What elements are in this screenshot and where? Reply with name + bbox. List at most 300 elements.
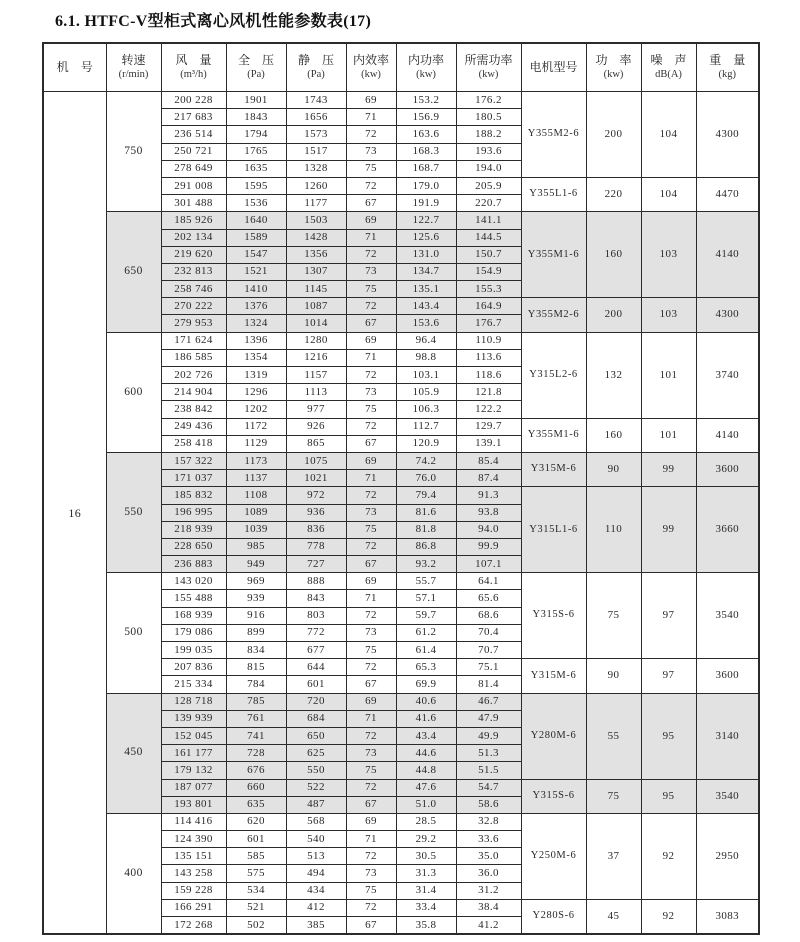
data-cell: 150.7 bbox=[456, 246, 521, 263]
column-header-5: 内效率 (kw) bbox=[346, 43, 396, 92]
data-cell: 87.4 bbox=[456, 470, 521, 487]
data-cell: 166 291 bbox=[161, 899, 226, 916]
data-cell: 180.5 bbox=[456, 109, 521, 126]
data-cell: 134.7 bbox=[396, 263, 456, 280]
data-cell: 69.9 bbox=[396, 676, 456, 693]
data-cell: 35.0 bbox=[456, 848, 521, 865]
motor-power-cell: 90 bbox=[586, 452, 641, 486]
data-cell: 29.2 bbox=[396, 831, 456, 848]
column-header-3: 全 压 (Pa) bbox=[226, 43, 286, 92]
data-cell: 31.4 bbox=[396, 882, 456, 899]
data-cell: 270 222 bbox=[161, 298, 226, 315]
data-cell: 1307 bbox=[286, 263, 346, 280]
data-cell: 57.1 bbox=[396, 590, 456, 607]
data-cell: 69 bbox=[346, 212, 396, 229]
data-cell: 75 bbox=[346, 160, 396, 177]
data-cell: 157 322 bbox=[161, 452, 226, 469]
motor-power-cell: 160 bbox=[586, 212, 641, 298]
data-cell: 568 bbox=[286, 813, 346, 830]
data-cell: 279 953 bbox=[161, 315, 226, 332]
data-cell: 969 bbox=[226, 573, 286, 590]
data-cell: 185 926 bbox=[161, 212, 226, 229]
data-cell: 72 bbox=[346, 246, 396, 263]
column-header-2: 风 量 (m³/h) bbox=[161, 43, 226, 92]
motor-power-cell: 160 bbox=[586, 418, 641, 452]
weight-cell: 4300 bbox=[696, 298, 759, 332]
data-cell: 72 bbox=[346, 177, 396, 194]
data-cell: 73 bbox=[346, 143, 396, 160]
data-cell: 70.7 bbox=[456, 642, 521, 659]
motor-model-cell: Y355L1-6 bbox=[521, 177, 586, 211]
speed-cell: 550 bbox=[106, 452, 161, 572]
data-cell: 125.6 bbox=[396, 229, 456, 246]
data-cell: 73 bbox=[346, 865, 396, 882]
data-cell: 1743 bbox=[286, 92, 346, 109]
data-cell: 69 bbox=[346, 452, 396, 469]
data-cell: 152 045 bbox=[161, 727, 226, 744]
column-header-1: 转速 (r/min) bbox=[106, 43, 161, 92]
data-cell: 168.3 bbox=[396, 143, 456, 160]
data-cell: 202 726 bbox=[161, 367, 226, 384]
data-cell: 236 883 bbox=[161, 556, 226, 573]
data-cell: 1319 bbox=[226, 367, 286, 384]
data-cell: 143.4 bbox=[396, 298, 456, 315]
motor-model-cell: Y355M1-6 bbox=[521, 418, 586, 452]
data-cell: 72 bbox=[346, 727, 396, 744]
data-cell: 650 bbox=[286, 727, 346, 744]
motor-power-cell: 75 bbox=[586, 779, 641, 813]
data-cell: 44.6 bbox=[396, 745, 456, 762]
data-cell: 575 bbox=[226, 865, 286, 882]
data-cell: 803 bbox=[286, 607, 346, 624]
data-cell: 677 bbox=[286, 642, 346, 659]
data-cell: 47.6 bbox=[396, 779, 456, 796]
data-cell: 93.2 bbox=[396, 556, 456, 573]
noise-cell: 92 bbox=[641, 813, 696, 899]
data-cell: 144.5 bbox=[456, 229, 521, 246]
data-cell: 135 151 bbox=[161, 848, 226, 865]
data-cell: 1157 bbox=[286, 367, 346, 384]
data-cell: 585 bbox=[226, 848, 286, 865]
data-cell: 155.3 bbox=[456, 281, 521, 298]
data-cell: 81.6 bbox=[396, 504, 456, 521]
data-cell: 69 bbox=[346, 813, 396, 830]
data-cell: 72 bbox=[346, 899, 396, 916]
data-cell: 1172 bbox=[226, 418, 286, 435]
data-cell: 171 624 bbox=[161, 332, 226, 349]
speed-cell: 600 bbox=[106, 332, 161, 452]
data-cell: 250 721 bbox=[161, 143, 226, 160]
motor-model-cell: Y355M1-6 bbox=[521, 212, 586, 298]
data-cell: 73 bbox=[346, 384, 396, 401]
data-cell: 843 bbox=[286, 590, 346, 607]
data-cell: 635 bbox=[226, 796, 286, 813]
data-cell: 107.1 bbox=[456, 556, 521, 573]
motor-power-cell: 55 bbox=[586, 693, 641, 779]
data-cell: 172 268 bbox=[161, 917, 226, 935]
data-cell: 75 bbox=[346, 401, 396, 418]
data-cell: 205.9 bbox=[456, 177, 521, 194]
noise-cell: 99 bbox=[641, 452, 696, 486]
column-header-4: 静 压 (Pa) bbox=[286, 43, 346, 92]
data-cell: 139.1 bbox=[456, 435, 521, 452]
noise-cell: 92 bbox=[641, 899, 696, 934]
data-cell: 46.7 bbox=[456, 693, 521, 710]
data-cell: 1202 bbox=[226, 401, 286, 418]
data-cell: 75 bbox=[346, 642, 396, 659]
data-cell: 728 bbox=[226, 745, 286, 762]
data-cell: 54.7 bbox=[456, 779, 521, 796]
data-cell: 176.7 bbox=[456, 315, 521, 332]
data-cell: 187 077 bbox=[161, 779, 226, 796]
data-cell: 939 bbox=[226, 590, 286, 607]
data-cell: 67 bbox=[346, 796, 396, 813]
column-header-0: 机 号 bbox=[43, 43, 106, 92]
data-cell: 1039 bbox=[226, 521, 286, 538]
motor-power-cell: 75 bbox=[586, 573, 641, 659]
data-cell: 1547 bbox=[226, 246, 286, 263]
data-cell: 75 bbox=[346, 762, 396, 779]
data-cell: 179 132 bbox=[161, 762, 226, 779]
data-cell: 494 bbox=[286, 865, 346, 882]
data-cell: 67 bbox=[346, 435, 396, 452]
data-cell: 120.9 bbox=[396, 435, 456, 452]
data-cell: 67 bbox=[346, 917, 396, 935]
data-cell: 71 bbox=[346, 109, 396, 126]
data-cell: 129.7 bbox=[456, 418, 521, 435]
table-body bbox=[43, 92, 759, 935]
data-cell: 985 bbox=[226, 538, 286, 555]
data-cell: 163.6 bbox=[396, 126, 456, 143]
data-cell: 196 995 bbox=[161, 504, 226, 521]
data-cell: 67 bbox=[346, 195, 396, 212]
data-cell: 161 177 bbox=[161, 745, 226, 762]
data-cell: 625 bbox=[286, 745, 346, 762]
data-cell: 540 bbox=[286, 831, 346, 848]
data-cell: 513 bbox=[286, 848, 346, 865]
data-cell: 153.2 bbox=[396, 92, 456, 109]
data-cell: 916 bbox=[226, 607, 286, 624]
data-cell: 385 bbox=[286, 917, 346, 935]
noise-cell: 99 bbox=[641, 487, 696, 573]
data-cell: 58.6 bbox=[456, 796, 521, 813]
data-cell: 727 bbox=[286, 556, 346, 573]
data-cell: 28.5 bbox=[396, 813, 456, 830]
data-cell: 124 390 bbox=[161, 831, 226, 848]
motor-power-cell: 90 bbox=[586, 659, 641, 693]
data-cell: 936 bbox=[286, 504, 346, 521]
data-cell: 236 514 bbox=[161, 126, 226, 143]
data-cell: 40.6 bbox=[396, 693, 456, 710]
data-cell: 38.4 bbox=[456, 899, 521, 916]
data-cell: 601 bbox=[286, 676, 346, 693]
data-cell: 176.2 bbox=[456, 92, 521, 109]
data-cell: 434 bbox=[286, 882, 346, 899]
data-cell: 202 134 bbox=[161, 229, 226, 246]
motor-power-cell: 200 bbox=[586, 298, 641, 332]
data-cell: 106.3 bbox=[396, 401, 456, 418]
motor-power-cell: 110 bbox=[586, 487, 641, 573]
data-cell: 51.3 bbox=[456, 745, 521, 762]
noise-cell: 95 bbox=[641, 693, 696, 779]
data-cell: 199 035 bbox=[161, 642, 226, 659]
noise-cell: 103 bbox=[641, 212, 696, 298]
data-cell: 1087 bbox=[286, 298, 346, 315]
data-cell: 69 bbox=[346, 573, 396, 590]
data-cell: 69 bbox=[346, 693, 396, 710]
data-cell: 59.7 bbox=[396, 607, 456, 624]
weight-cell: 3540 bbox=[696, 573, 759, 659]
data-cell: 188.2 bbox=[456, 126, 521, 143]
weight-cell: 3600 bbox=[696, 659, 759, 693]
motor-model-cell: Y315M-6 bbox=[521, 452, 586, 486]
noise-cell: 104 bbox=[641, 92, 696, 178]
data-cell: 81.8 bbox=[396, 521, 456, 538]
weight-cell: 4470 bbox=[696, 177, 759, 211]
data-cell: 487 bbox=[286, 796, 346, 813]
motor-model-cell: Y315S-6 bbox=[521, 573, 586, 659]
data-cell: 1410 bbox=[226, 281, 286, 298]
data-cell: 159 228 bbox=[161, 882, 226, 899]
data-cell: 67 bbox=[346, 556, 396, 573]
column-header-9: 功 率 (kw) bbox=[586, 43, 641, 92]
data-cell: 33.6 bbox=[456, 831, 521, 848]
data-cell: 72 bbox=[346, 538, 396, 555]
data-cell: 153.6 bbox=[396, 315, 456, 332]
data-cell: 75 bbox=[346, 281, 396, 298]
data-cell: 186 585 bbox=[161, 349, 226, 366]
data-cell: 1354 bbox=[226, 349, 286, 366]
data-cell: 1396 bbox=[226, 332, 286, 349]
data-cell: 74.2 bbox=[396, 452, 456, 469]
data-cell: 1177 bbox=[286, 195, 346, 212]
data-cell: 71 bbox=[346, 229, 396, 246]
noise-cell: 101 bbox=[641, 332, 696, 418]
speed-cell: 400 bbox=[106, 813, 161, 934]
data-cell: 220.7 bbox=[456, 195, 521, 212]
data-cell: 217 683 bbox=[161, 109, 226, 126]
data-cell: 207 836 bbox=[161, 659, 226, 676]
data-cell: 141.1 bbox=[456, 212, 521, 229]
data-cell: 784 bbox=[226, 676, 286, 693]
weight-cell: 3083 bbox=[696, 899, 759, 934]
data-cell: 72 bbox=[346, 848, 396, 865]
data-cell: 72 bbox=[346, 487, 396, 504]
data-cell: 258 746 bbox=[161, 281, 226, 298]
data-cell: 1589 bbox=[226, 229, 286, 246]
weight-cell: 3540 bbox=[696, 779, 759, 813]
data-cell: 200 228 bbox=[161, 92, 226, 109]
data-cell: 155 488 bbox=[161, 590, 226, 607]
data-cell: 131.0 bbox=[396, 246, 456, 263]
motor-power-cell: 37 bbox=[586, 813, 641, 899]
data-cell: 1173 bbox=[226, 452, 286, 469]
data-cell: 71 bbox=[346, 470, 396, 487]
data-cell: 85.4 bbox=[456, 452, 521, 469]
data-cell: 1503 bbox=[286, 212, 346, 229]
data-cell: 51.5 bbox=[456, 762, 521, 779]
data-cell: 99.9 bbox=[456, 538, 521, 555]
data-cell: 98.8 bbox=[396, 349, 456, 366]
data-cell: 179.0 bbox=[396, 177, 456, 194]
data-cell: 65.6 bbox=[456, 590, 521, 607]
data-cell: 143 258 bbox=[161, 865, 226, 882]
weight-cell: 4300 bbox=[696, 92, 759, 178]
column-header-7: 所需功率 (kw) bbox=[456, 43, 521, 92]
table-row bbox=[43, 813, 759, 830]
data-cell: 72 bbox=[346, 779, 396, 796]
data-cell: 1635 bbox=[226, 160, 286, 177]
data-cell: 72 bbox=[346, 126, 396, 143]
data-cell: 75 bbox=[346, 521, 396, 538]
noise-cell: 103 bbox=[641, 298, 696, 332]
data-cell: 33.4 bbox=[396, 899, 456, 916]
data-cell: 156.9 bbox=[396, 109, 456, 126]
data-cell: 41.6 bbox=[396, 710, 456, 727]
data-cell: 47.9 bbox=[456, 710, 521, 727]
data-cell: 91.3 bbox=[456, 487, 521, 504]
data-cell: 1021 bbox=[286, 470, 346, 487]
data-cell: 644 bbox=[286, 659, 346, 676]
column-header-6: 内功率 (kw) bbox=[396, 43, 456, 92]
data-cell: 185 832 bbox=[161, 487, 226, 504]
data-cell: 1075 bbox=[286, 452, 346, 469]
data-cell: 1324 bbox=[226, 315, 286, 332]
table-row bbox=[43, 573, 759, 590]
data-cell: 1356 bbox=[286, 246, 346, 263]
data-cell: 1536 bbox=[226, 195, 286, 212]
data-cell: 1145 bbox=[286, 281, 346, 298]
data-cell: 41.2 bbox=[456, 917, 521, 935]
motor-model-cell: Y315M-6 bbox=[521, 659, 586, 693]
data-cell: 71 bbox=[346, 590, 396, 607]
data-cell: 122.2 bbox=[456, 401, 521, 418]
data-cell: 972 bbox=[286, 487, 346, 504]
data-cell: 949 bbox=[226, 556, 286, 573]
data-cell: 761 bbox=[226, 710, 286, 727]
data-cell: 1901 bbox=[226, 92, 286, 109]
data-cell: 44.8 bbox=[396, 762, 456, 779]
motor-model-cell: Y315L1-6 bbox=[521, 487, 586, 573]
data-cell: 69 bbox=[346, 332, 396, 349]
motor-power-cell: 45 bbox=[586, 899, 641, 934]
data-cell: 43.4 bbox=[396, 727, 456, 744]
noise-cell: 97 bbox=[641, 573, 696, 659]
data-cell: 32.8 bbox=[456, 813, 521, 830]
data-cell: 168 939 bbox=[161, 607, 226, 624]
table-row bbox=[43, 452, 759, 469]
motor-model-cell: Y355M2-6 bbox=[521, 92, 586, 178]
motor-power-cell: 132 bbox=[586, 332, 641, 418]
data-cell: 522 bbox=[286, 779, 346, 796]
data-cell: 112.7 bbox=[396, 418, 456, 435]
data-cell: 72 bbox=[346, 298, 396, 315]
weight-cell: 4140 bbox=[696, 212, 759, 298]
data-cell: 1328 bbox=[286, 160, 346, 177]
data-cell: 977 bbox=[286, 401, 346, 418]
motor-model-cell: Y355M2-6 bbox=[521, 298, 586, 332]
data-cell: 214 904 bbox=[161, 384, 226, 401]
machine-no-cell: 16 bbox=[43, 92, 106, 935]
data-cell: 815 bbox=[226, 659, 286, 676]
data-cell: 103.1 bbox=[396, 367, 456, 384]
data-cell: 926 bbox=[286, 418, 346, 435]
motor-model-cell: Y250M-6 bbox=[521, 813, 586, 899]
data-cell: 215 334 bbox=[161, 676, 226, 693]
data-cell: 1296 bbox=[226, 384, 286, 401]
data-cell: 96.4 bbox=[396, 332, 456, 349]
data-cell: 105.9 bbox=[396, 384, 456, 401]
data-cell: 55.7 bbox=[396, 573, 456, 590]
data-cell: 1014 bbox=[286, 315, 346, 332]
column-header-10: 噪 声 dB(A) bbox=[641, 43, 696, 92]
data-cell: 139 939 bbox=[161, 710, 226, 727]
data-cell: 113.6 bbox=[456, 349, 521, 366]
data-cell: 412 bbox=[286, 899, 346, 916]
data-cell: 534 bbox=[226, 882, 286, 899]
data-cell: 72 bbox=[346, 659, 396, 676]
table-row bbox=[43, 332, 759, 349]
data-cell: 168.7 bbox=[396, 160, 456, 177]
data-cell: 834 bbox=[226, 642, 286, 659]
column-header-11: 重 量 (kg) bbox=[696, 43, 759, 92]
data-cell: 135.1 bbox=[396, 281, 456, 298]
data-cell: 1113 bbox=[286, 384, 346, 401]
data-cell: 258 418 bbox=[161, 435, 226, 452]
noise-cell: 97 bbox=[641, 659, 696, 693]
data-cell: 118.6 bbox=[456, 367, 521, 384]
weight-cell: 2950 bbox=[696, 813, 759, 899]
data-cell: 899 bbox=[226, 624, 286, 641]
data-cell: 1260 bbox=[286, 177, 346, 194]
data-cell: 502 bbox=[226, 917, 286, 935]
data-cell: 73 bbox=[346, 504, 396, 521]
data-cell: 219 620 bbox=[161, 246, 226, 263]
data-cell: 772 bbox=[286, 624, 346, 641]
data-cell: 128 718 bbox=[161, 693, 226, 710]
data-cell: 35.8 bbox=[396, 917, 456, 935]
weight-cell: 3740 bbox=[696, 332, 759, 418]
data-cell: 73 bbox=[346, 263, 396, 280]
data-cell: 1137 bbox=[226, 470, 286, 487]
noise-cell: 104 bbox=[641, 177, 696, 211]
data-cell: 1280 bbox=[286, 332, 346, 349]
data-cell: 36.0 bbox=[456, 865, 521, 882]
data-cell: 68.6 bbox=[456, 607, 521, 624]
data-cell: 1129 bbox=[226, 435, 286, 452]
speed-cell: 450 bbox=[106, 693, 161, 813]
data-cell: 49.9 bbox=[456, 727, 521, 744]
column-header-8: 电机型号 bbox=[521, 43, 586, 92]
data-cell: 121.8 bbox=[456, 384, 521, 401]
data-cell: 193 801 bbox=[161, 796, 226, 813]
data-cell: 122.7 bbox=[396, 212, 456, 229]
weight-cell: 3600 bbox=[696, 452, 759, 486]
data-cell: 778 bbox=[286, 538, 346, 555]
data-cell: 191.9 bbox=[396, 195, 456, 212]
data-cell: 865 bbox=[286, 435, 346, 452]
data-cell: 521 bbox=[226, 899, 286, 916]
data-cell: 72 bbox=[346, 418, 396, 435]
data-cell: 194.0 bbox=[456, 160, 521, 177]
data-cell: 73 bbox=[346, 624, 396, 641]
data-cell: 684 bbox=[286, 710, 346, 727]
data-cell: 1656 bbox=[286, 109, 346, 126]
data-cell: 620 bbox=[226, 813, 286, 830]
data-cell: 70.4 bbox=[456, 624, 521, 641]
motor-model-cell: Y280S-6 bbox=[521, 899, 586, 934]
data-cell: 238 842 bbox=[161, 401, 226, 418]
